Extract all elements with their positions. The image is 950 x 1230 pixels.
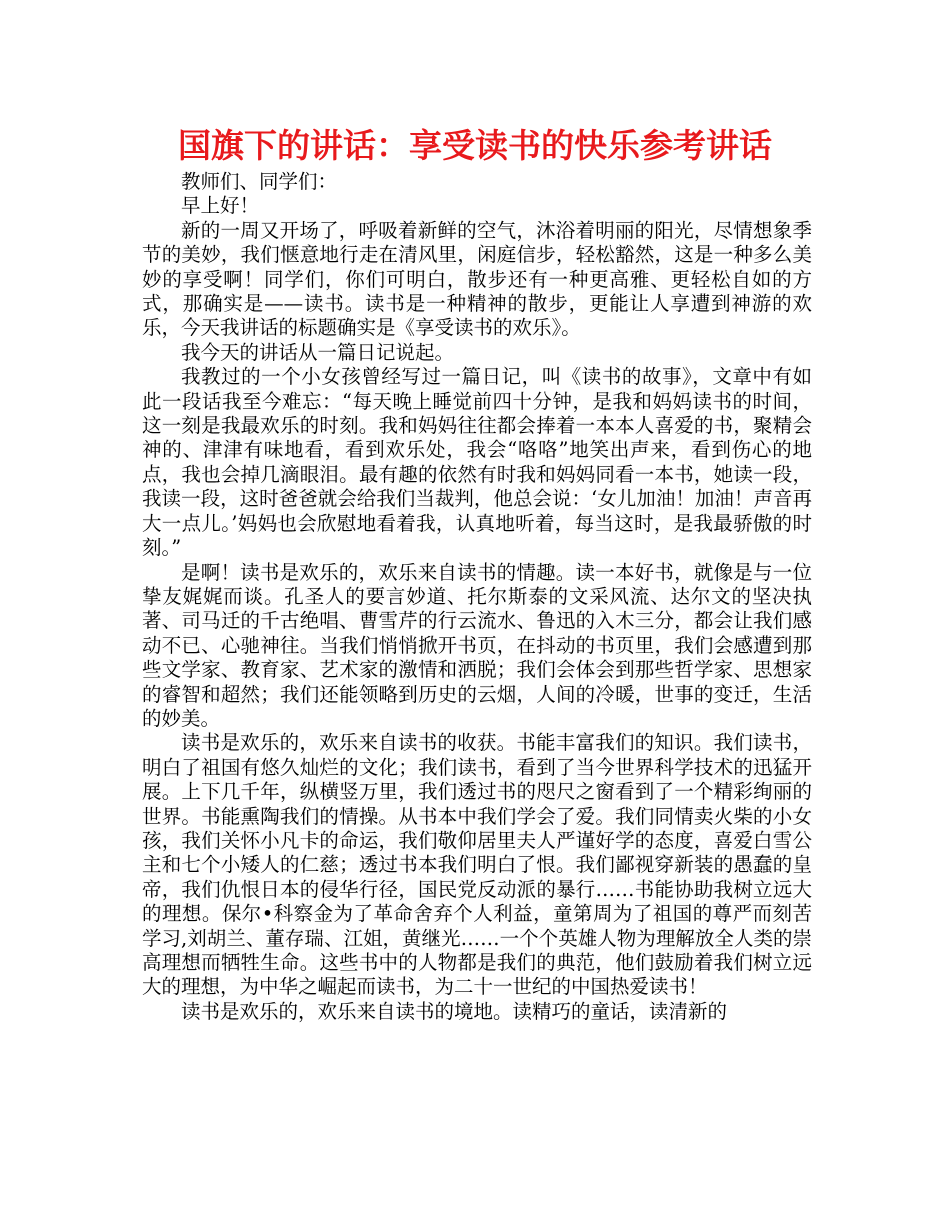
paragraph-reading-realm: 读书是欢乐的，欢乐来自读书的境地。读精巧的童话，读清新的	[181, 999, 728, 1023]
paragraph-reading-harvest: 读书是欢乐的，欢乐来自读书的收获。书能丰富我们的知识。我们读书，明白了祖国有悠久灿烂的文化；我们读书，看到了当今世界科学技术的迅猛开展。上下几千年，纵横竖万里，我们透过书的咫尺之窗看到了一个精彩绚丽的世界。书能熏陶我们的情操。从书本中我们学会了爱。我们同情卖火柴的小女孩，我们关怀小凡卡的命运，我们敬仰居里夫人严谨好学的态度，喜爱白雪公主和七个小矮人的仁慈；透过书本我们明白了恨。我们鄙视穿新装的愚蠢的皇帝，我们仇恨日本的侵华行径，国民党反动派的暴行……书能协助我树立远大的理想。保尔•科察金为了革命舍弃个人利益，童第周为了祖国的尊严而刻苦学习,刘胡兰、董存瑞、江姐，黄继光……一个个英雄人物为理解放全人类的崇高理想而牺牲生命。这些书中的人物都是我们的典范，他们鼓励着我们树立远大的理想，为中华之崛起而读书，为二十一世纪的中国热爱读书！	[142, 731, 812, 999]
paragraph-greeting: 早上好！	[181, 194, 260, 218]
document-body	[142, 170, 812, 1024]
paragraph-intro: 新的一周又开场了，呼吸着新鲜的空气，沐浴着明丽的阳光，尽情想象季节的美妙，我们惬意地行走在清风里，闲庭信步，轻松豁然，这是一种多么美妙的享受啊！同学们，你们可明白，散步还有一种更高雅、更轻松自如的方式，那确实是——读书。读书是一种精神的散步，更能让人享遭到神游的欢乐，今天我讲话的标题确实是《享受读书的欢乐》。	[142, 218, 812, 340]
document-title: 国旗下的讲话：享受读书的快乐参考讲话	[178, 126, 772, 165]
paragraph-diary-story: 我教过的一个小女孩曾经写过一篇日记，叫《读书的故事》，文章中有如此一段话我至今难忘：“每天晚上睡觉前四十分钟，是我和妈妈读书的时间，这一刻是我最欢乐的时刻。我和妈妈往往都会捧着一本本人喜爱的书，聚精会神的、津津有味地看，看到欢乐处，我会“咯咯”地笑出声来，看到伤心的地点，我也会掉几滴眼泪。最有趣的依然有时我和妈妈同看一本书，她读一段，我读一段，这时爸爸就会给我们当裁判，他总会说：‘女儿加油！加油！声音再大一点儿。’妈妈也会欣慰地看着我，认真地听着，每当这时，是我最骄傲的时刻。”	[142, 365, 812, 560]
paragraph-salutation: 教师们、同学们：	[181, 170, 338, 193]
paragraph-reading-interest: 是啊！读书是欢乐的，欢乐来自读书的情趣。读一本好书，就像是与一位挚友娓娓而谈。孔圣人的要言妙道、托尔斯泰的文采风流、达尔文的坚决执著、司马迁的千古绝唱、曹雪芹的行云流水、鲁迅的入木三分，都会让我们感动不已、心驰神往。当我们悄悄掀开书页，在抖动的书页里，我们会感遭到那些文学家、教育家、艺术家的激情和洒脱；我们会体会到那些哲学家、思想家的睿智和超然；我们还能领略到历史的云烟，人间的冷暖，世事的变迁，生活的妙美。	[142, 560, 812, 730]
paragraph-diary-intro: 我今天的讲话从一篇日记说起。	[181, 340, 455, 364]
